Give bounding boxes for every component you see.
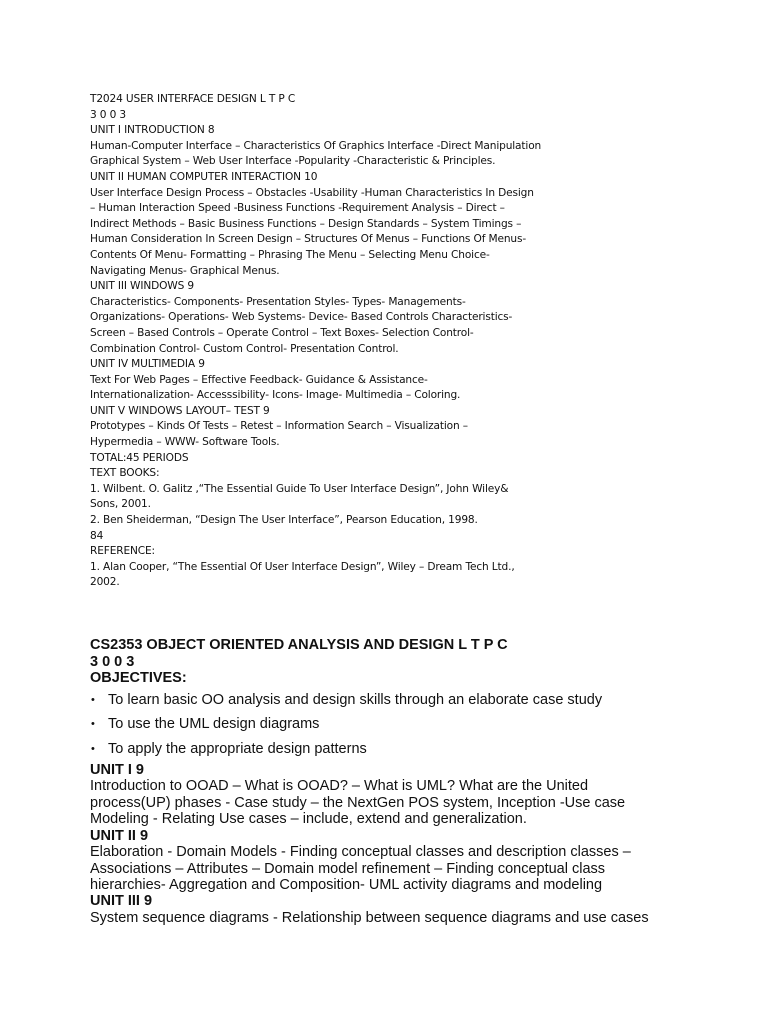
text-line: Associations – Attributes – Domain model refinement – Finding conceptual class — [90, 860, 606, 877]
unit-heading: UNIT II 9 — [90, 827, 149, 844]
text-line: Elaboration - Domain Models - Finding conceptual classes and description classes – — [90, 844, 631, 861]
text-line: Human Consideration In Screen Design – Structures Of Menus – Functions Of Menus- — [90, 233, 527, 246]
text-line: System sequence diagrams - Relationship between sequence diagrams and use cases — [90, 909, 649, 926]
objective-item — [90, 741, 750, 766]
objectives-heading: OBJECTIVES: — [90, 670, 187, 686]
reference-entry: 2002. — [90, 576, 120, 589]
unit-heading: UNIT I INTRODUCTION 8 — [90, 124, 215, 137]
text-line: Hypermedia – WWW- Software Tools. — [90, 436, 280, 449]
objective-text: To learn basic OO analysis and design skills through an elaborate case study — [108, 691, 603, 708]
unit-heading: UNIT I 9 — [90, 761, 144, 778]
bullet-icon: • — [91, 718, 95, 731]
bullet-icon: • — [91, 743, 95, 756]
unit-heading: UNIT V WINDOWS LAYOUT– TEST 9 — [90, 404, 270, 417]
unit-body — [90, 778, 750, 827]
text-line: User Interface Design Process – Obstacles -Usability -Human Characteristics In Design — [90, 186, 534, 199]
course-title: CS2353 OBJECT ORIENTED ANALYSIS AND DESIGN L T P C — [90, 637, 508, 653]
text-line: Navigating Menus- Graphical Menus. — [90, 264, 280, 277]
objective-text: To use the UML design diagrams — [108, 716, 320, 733]
text-line: Organizations- Operations- Web Systems- Device- Based Controls Characteristics- — [90, 311, 513, 324]
total-periods: TOTAL:45 PERIODS — [90, 451, 189, 464]
text-line: Graphical System – Web User Interface -Popularity -Characteristic & Principles. — [90, 155, 496, 168]
objectives-list — [90, 692, 750, 766]
objective-text: To apply the appropriate design patterns — [108, 741, 367, 758]
text-line: Contents Of Menu- Formatting – Phrasing The Menu – Selecting Menu Choice- — [90, 248, 490, 261]
ooad-syllabus — [90, 637, 750, 926]
text-books-heading: TEXT BOOKS: — [90, 467, 160, 480]
user-interface-design-syllabus — [90, 92, 730, 591]
bullet-icon: • — [91, 693, 95, 706]
reference-entry: 1. Alan Cooper, “The Essential Of User Interface Design”, Wiley – Dream Tech Ltd., — [90, 560, 515, 573]
text-line: process(UP) phases - Case study – the NextGen POS system, Inception -Use case — [90, 794, 626, 811]
text-line: Characteristics- Components- Presentation Styles- Types- Managements- — [90, 295, 466, 308]
text-line: Internationalization- Accesssibility- Icons- Image- Multimedia – Coloring. — [90, 389, 461, 402]
reference-heading: REFERENCE: — [90, 545, 155, 558]
text-book-entry: 2. Ben Sheiderman, “Design The User Interface”, Pearson Education, 1998. — [90, 514, 478, 527]
text-line: Screen – Based Controls – Operate Control – Text Boxes- Selection Control- — [90, 326, 474, 339]
text-line: – Human Interaction Speed -Business Functions -Requirement Analysis – Direct – — [90, 202, 505, 215]
unit-heading: UNIT III 9 — [90, 893, 153, 910]
page-number: 84 — [90, 529, 104, 542]
text-line: Combination Control- Custom Control- Presentation Control. — [90, 342, 399, 355]
credits-line: 3 0 0 3 — [90, 653, 135, 670]
text-line: hierarchies- Aggregation and Composition- UML activity diagrams and modeling — [90, 876, 603, 893]
unit-body — [90, 844, 750, 893]
text-line: Human-Computer Interface – Characteristics Of Graphics Interface -Direct Manipulation — [90, 139, 542, 152]
text-line: Prototypes – Kinds Of Tests – Retest – Information Search – Visualization – — [90, 420, 468, 433]
text-book-entry: 1. Wilbent. O. Galitz ,“The Essential Guide To User Interface Design”, John Wiley& — [90, 482, 509, 495]
objective-item — [90, 692, 750, 717]
unit-heading: UNIT II HUMAN COMPUTER INTERACTION 10 — [90, 170, 318, 183]
unit-heading: UNIT III WINDOWS 9 — [90, 280, 195, 293]
text-line: Indirect Methods – Basic Business Functions – Design Standards – System Timings – — [90, 217, 522, 230]
course-title-line: T2024 USER INTERFACE DESIGN L T P C — [90, 93, 296, 105]
credits-line: 3 0 0 3 — [90, 108, 127, 121]
text-line: Modeling - Relating Use cases – include, extend and generalization. — [90, 811, 527, 828]
unit-body — [90, 910, 750, 926]
unit-heading: UNIT IV MULTIMEDIA 9 — [90, 358, 205, 371]
text-line: Text For Web Pages – Effective Feedback- Guidance & Assistance- — [90, 373, 428, 386]
text-book-entry: Sons, 2001. — [90, 498, 151, 511]
text-line: Introduction to OOAD – What is OOAD? – What is UML? What are the United — [90, 778, 589, 795]
objective-item — [90, 716, 750, 741]
